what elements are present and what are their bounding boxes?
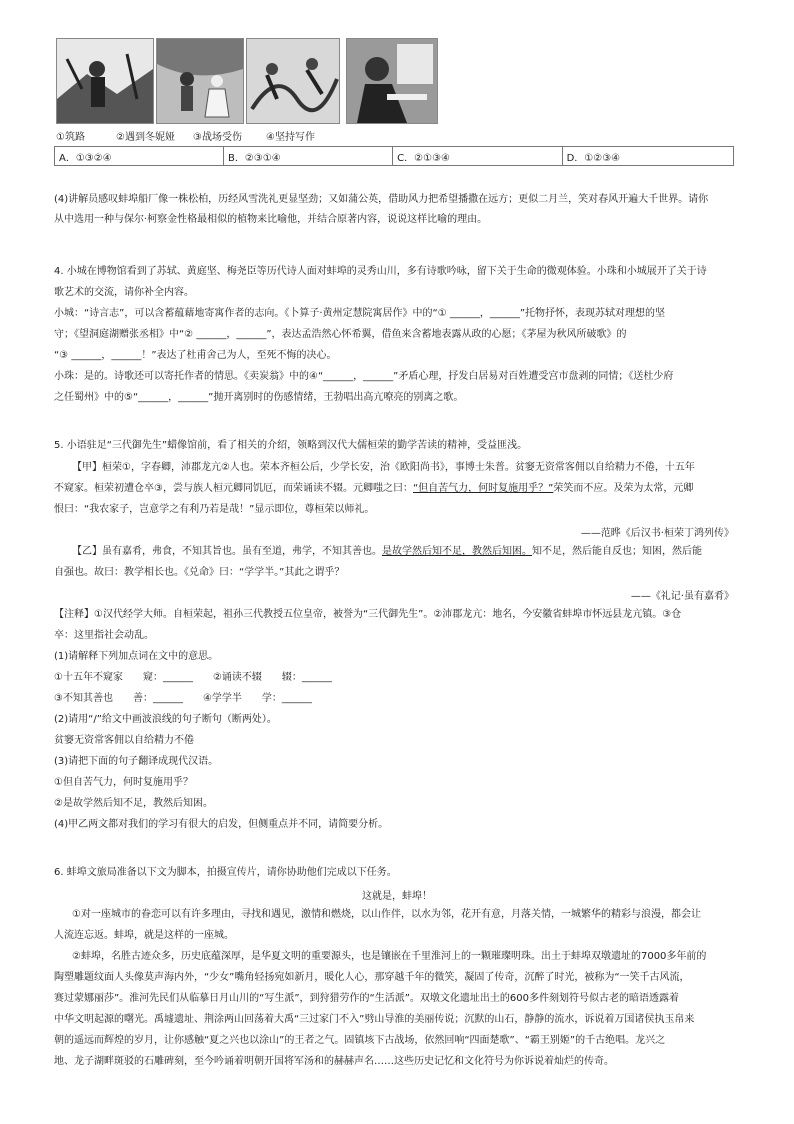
q4-dialog-line2: 守；《望洞庭湖赠张丞相》中“② ______，______”，表达孟浩然心怀希翼，借鱼来含蓄地表露从政的心愿；《茅屋为秋风所破歌》的 [54,329,627,340]
illustration-strip [56,38,436,123]
q5-yi-underlined: 是故学然后知不足，教然后知困。 [382,546,532,557]
caption-3: ③战场受伤 [193,132,242,143]
q4-dialog-line3: “③ ______，______！”表达了杜甫舍己为人，至死不悔的决心。 [54,350,337,361]
q4-stem-line1: 4. 小城在博物馆看到了苏轼、黄庭坚、梅尧臣等历代诗人面对蚌埠的灵秀山川，多有诗歌吟咏，留下关于生命的微观体验。小珠和小城展开了关于诗 [54,266,707,277]
q6-para2-line6: 地、龙子湖畔斑驳的石雕碑刻，至今吟诵着明朝开国将军汤和的赫赫声名……这些历史记忆和文化符号为你诉说着灿烂的传奇。 [54,1056,614,1067]
q4-dialog-line5: 之任蜀州》中的⑤“______，______”抛开离别时的伤感情绪，王勃唱出高亢嘹亮的别离之歌。 [54,392,464,403]
q5-jia-line2-c: 荣笑而不应。及荣为太常，元卿 [553,483,694,494]
q4-dialog-line1: 小城：“诗言志”，可以含蓄蕴藉地寄寓作者的志向。《卜算子·黄州定慧院寓居作》中的“① ______，______”托物抒怀，表现苏轼对理想的坚 [54,308,666,319]
option-b[interactable]: B．②③①④ [224,147,393,166]
q6-para2-line4: 中华文明起源的曙光。禹墟遗址、荆涂两山回荡着大禹“三过家门不入”劈山导淮的美丽传说；沉默的山石，静静的流水，诉说着万国诸侯执玉帛来 [54,1014,695,1025]
q5-sub3: (3)请把下面的句子翻译成现代汉语。 [54,756,219,767]
option-d[interactable]: D．①②③④ [562,147,733,166]
q5-yi-line2: 自强也。故曰：教学相长也。《兑命》曰：“学学半。”其此之谓乎？ [54,567,345,578]
q5-jia-line2-a: 不窥家。桓荣初遭仓卒③，尝与族人桓元卿同饥厄，而荣诵读不辍。元卿嗤之曰： [54,483,413,494]
q4-stem-line2: 歌艺术的交流，请你补全内容。 [54,287,194,298]
q5-sub1-items-a: ①十五年不窥家 窥：______ ②诵读不辍 辍：______ [54,672,332,683]
q6-para2-line5: 朝的遥远而辉煌的岁月，让你感触“夏之兴也以涂山”的王者之气。固镇垓下古战场，依然回响“四面楚歌”、“霸王别姬”的千古绝唱。龙兴之 [54,1035,666,1046]
q5-jia-source: ——范晔《后汉书·桓荣丁鸿列传》 [580,528,734,539]
illustration-road-building [56,38,154,124]
illustration-writing [346,38,438,124]
option-a[interactable]: A．①③②④ [55,147,224,166]
q5-note-line2: 卒：这里指社会动乱。 [54,630,154,641]
q5-note-line1: 【注释】①汉代经学大师。自桓荣起，祖孙三代教授五位皇帝，被誉为“三代御先生”。②沛郡龙亢：地名，今安徽省蚌埠市怀远县龙亢镇。③仓 [54,609,682,620]
option-c[interactable]: C．②①③④ [393,147,562,166]
q5-yi-line1 [72,545,702,559]
q4-dialog-line4: 小珠：是的。诗歌还可以寄托作者的情思。《卖炭翁》中的④“______，______”矛盾心理，抒发白居易对百姓遭受宫市盘剥的同情；《送杜少府 [54,371,674,382]
q5-sub3-item2: ②是故学然后知不足，教然后知困。 [54,798,213,809]
q6-stem: 6. 蚌埠文旅局准备以下文为脚本，拍摄宣传片，请你协助他们完成以下任务。 [54,867,397,878]
q6-para2-line2: 陶塑雕题纹面人头像莫声海内外，“少女”嘴角轻扬宛如新月，暖化人心，那穿越千年的微笑，凝固了传奇，沉醉了时光，被称为“一笑千古风流， [54,972,690,983]
q5-jia-quote: “但自苦气力，何时复施用乎？” [412,483,554,494]
q5-sub2-sentence: 贫窭无资常客佣以自给精力不倦 [54,735,194,746]
caption-1: ①筑路 [56,132,85,143]
q5-sub1-items-b: ③不知其善也 善：______ ④学学半 学：______ [54,693,312,704]
q6-passage-title: 这就是，蚌埠！ [362,891,432,902]
q5-stem: 5. 小语驻足“三代御先生”蜡像馆前，看了相关的介绍，领略到汉代大儒桓荣的勤学苦读的精神，受益匪浅。 [54,440,528,451]
caption-4: ④坚持写作 [266,132,315,143]
q6-para1-line2: 人流连忘返。蚌埠，就是这样的一座城。 [54,930,234,941]
illustration-meeting-tonya [156,38,244,124]
q5-yi-line1-a: 【乙】虽有嘉肴，弗食，不知其旨也。虽有至道，弗学，不知其善也。 [72,546,382,557]
q5-jia-line1: 【甲】桓荣①，字春卿，沛郡龙亢②人也。荣本齐桓公后，少学长安，治《欧阳尚书》，事博士朱普。贫窭无资常客佣以自给精力不倦，十五年 [72,462,695,473]
q5-jia-line2 [54,482,693,496]
q5-yi-line1-c: 知不足，然后能自反也；知困，然后能 [532,546,702,557]
q6-para2-line3: 赛过蒙娜丽莎”。淮河先民们从临摹日月山川的“写生派”，到狩猎劳作的“生活派”。双墩文化遗址出土的600多件刻划符号似古老的暗语透露着 [54,993,679,1004]
q6-para1-line1: ①对一座城市的眷恋可以有许多理由，寻找和遇见，激情和燃烧，以山作伴，以水为邻，花开有意，月落关情，一城繁华的精彩与浪漫，都会让 [72,909,701,920]
q5-sub3-item1: ①但自苦气力，何时复施用乎？ [54,777,193,788]
illustration-captions [56,128,436,142]
caption-2: ②遇到冬妮娅 [116,132,175,143]
q4-sub4-line2: 从中选用一种与保尔·柯察金性格最相似的植物来比喻他，并结合原著内容，说说这样比喻的理由。 [54,214,488,225]
answer-options-table [54,146,734,166]
q5-sub1: (1)请解释下列加点词在文中的意思。 [54,651,219,662]
q6-para2-line1: ②蚌埠，名胜古迹众多，历史底蕴深厚，是华夏文明的重要源头，也是镶嵌在千里淮河上的一颗璀璨明珠。出土于蚌埠双墩遗址的7000多年前的 [72,951,707,962]
illustration-battlefield [246,38,340,124]
q4-sub4-line1: (4)讲解员感叹蚌埠船厂像一株松柏，历经风雪洗礼更显坚劲；又如蒲公英，借助风力把希望播撒在远方；更似二月兰，笑对春风开遍大千世界。请你 [54,194,709,205]
q5-jia-line3: 恨曰：“我农家子，岂意学之有利乃若是哉！”显示即位，尊桓荣以师礼。 [54,504,375,515]
q5-sub2: (2)请用“/”给文中画波浪线的句子断句（断两处）。 [54,714,277,725]
q5-yi-source: ——《礼记·虽有嘉肴》 [630,591,734,602]
q5-sub4: (4)甲乙两文都对我们的学习有很大的启发，但侧重点并不同，请简要分析。 [54,819,389,830]
